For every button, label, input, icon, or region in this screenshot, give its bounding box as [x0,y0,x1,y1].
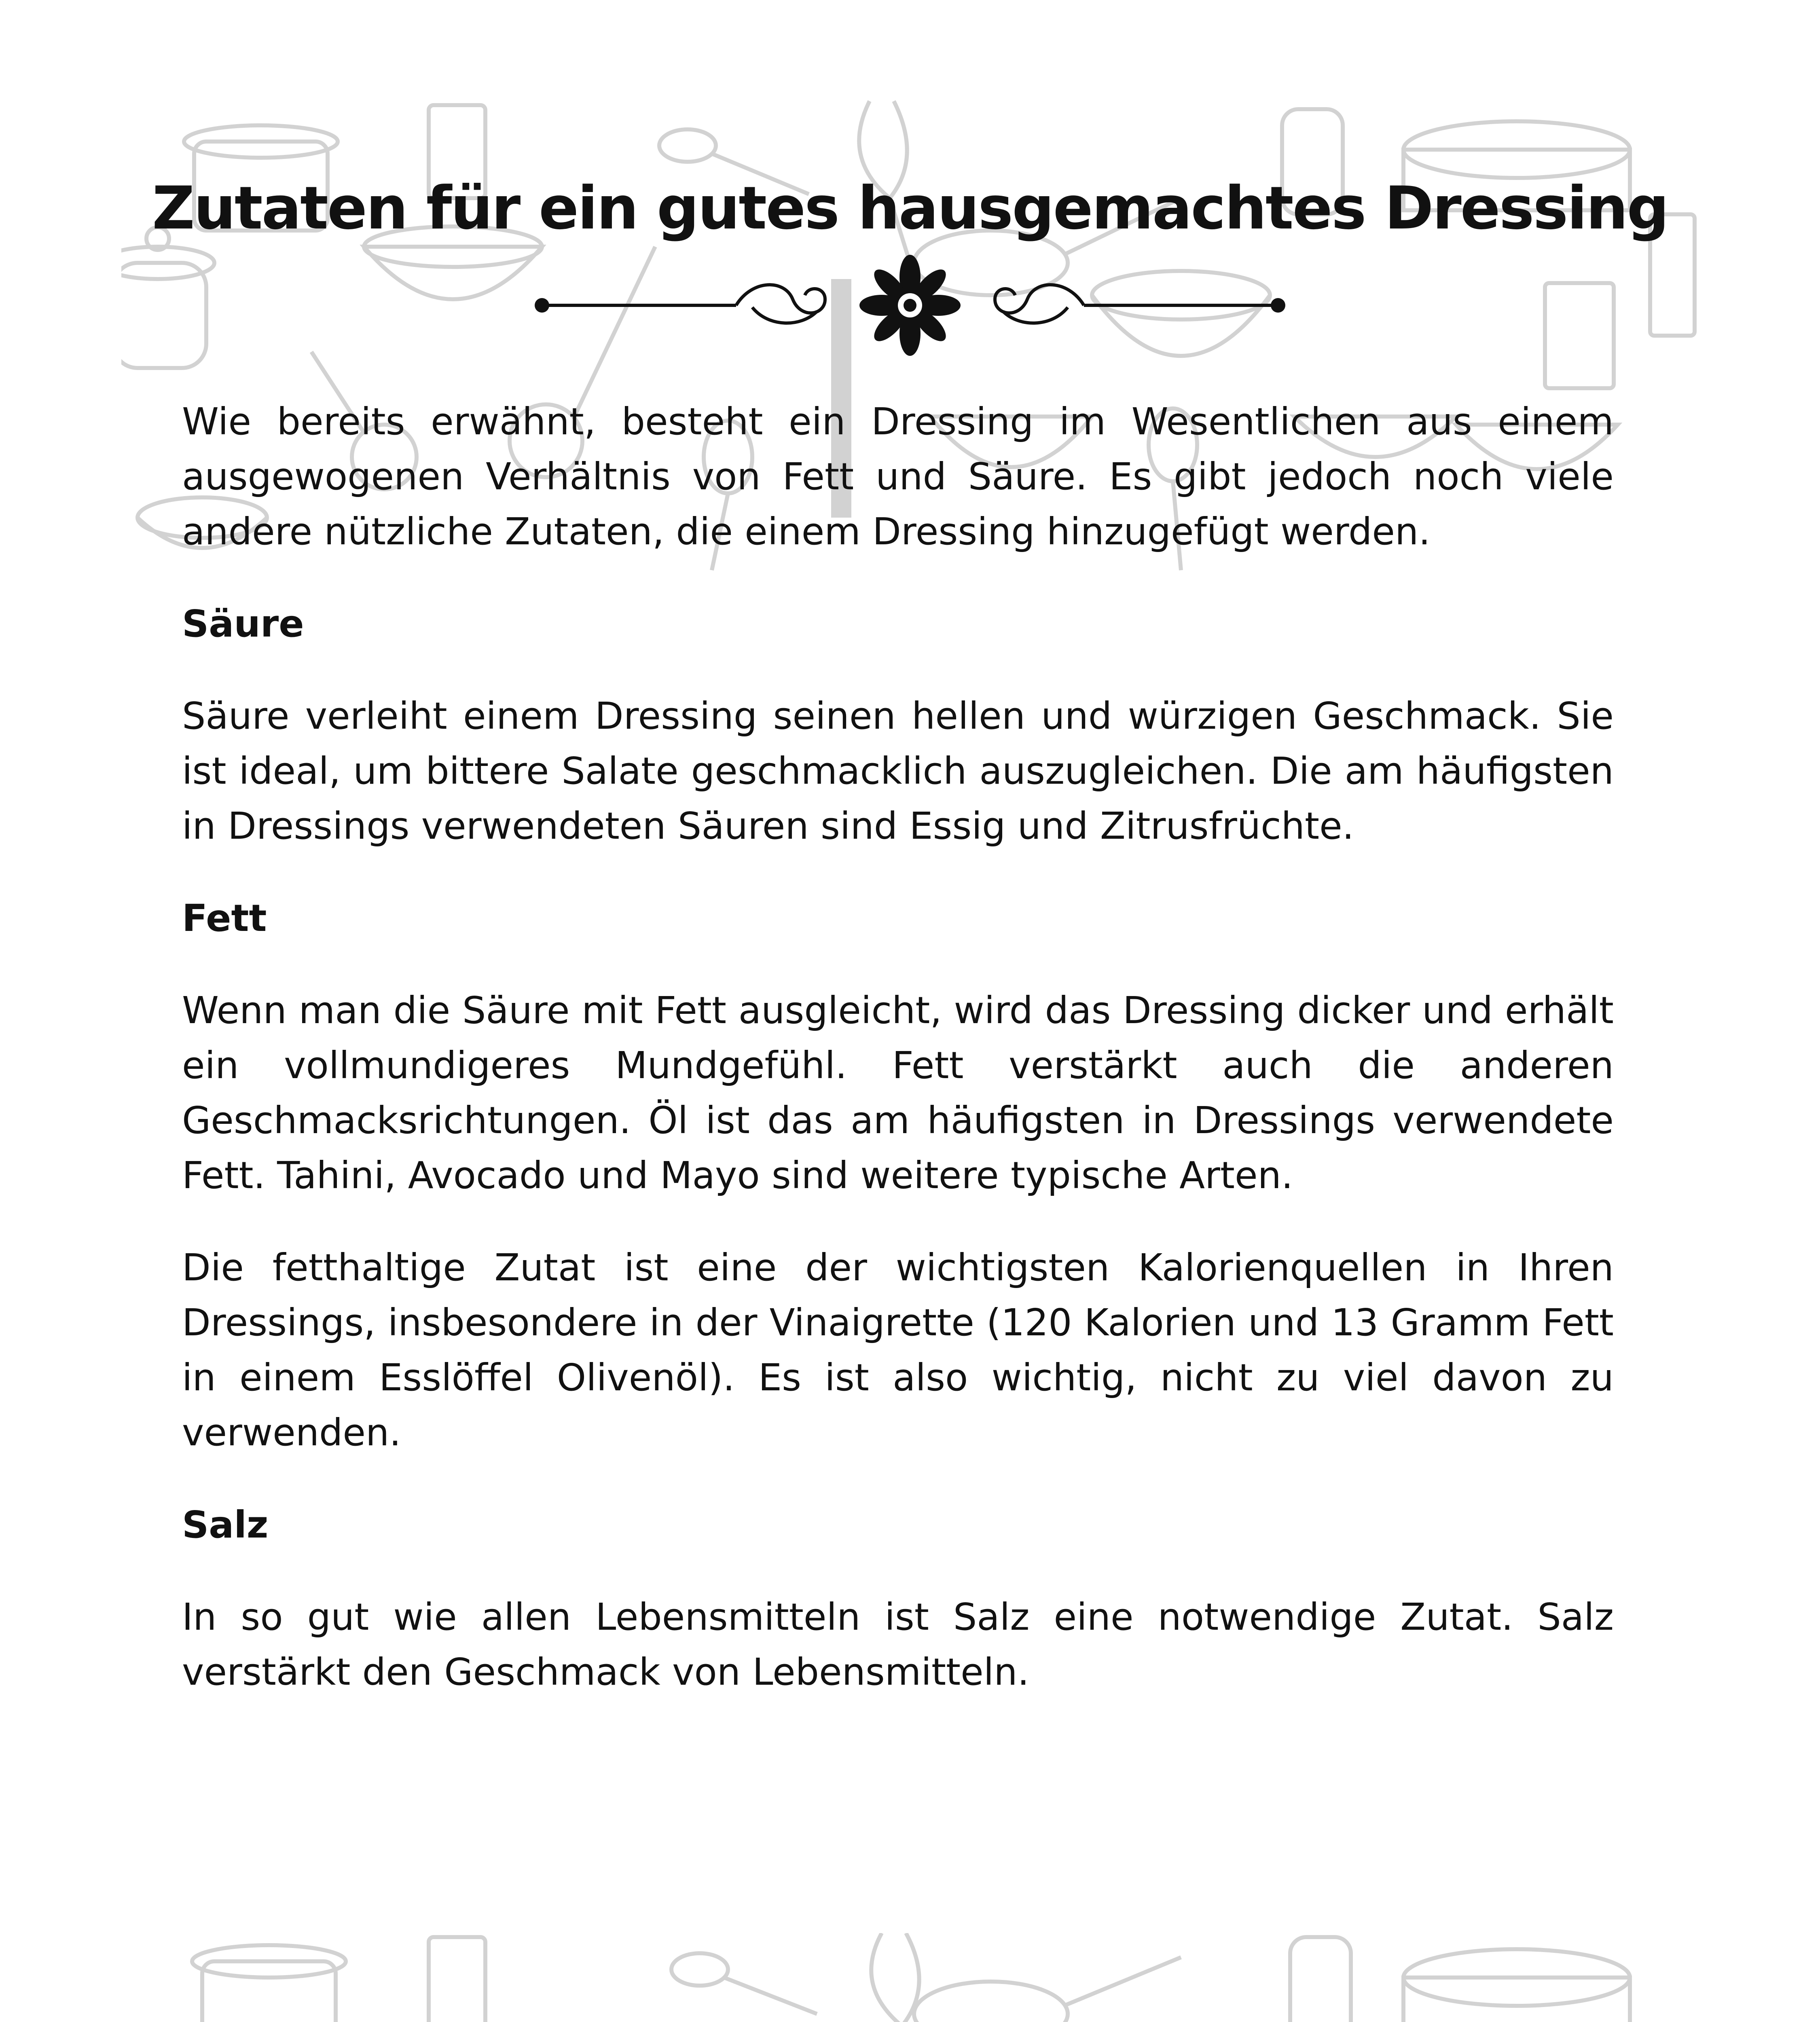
kitchen-utensils-background-bottom [121,1933,1699,2022]
fett-paragraph-2: Die fetthaltige Zutat ist eine der wichtigsten Kalorienquellen in Ihren Dressings, insbesondere in der Vinaigrette (120 Kalorien und 13 Gramm Fett in einem Esslöffel Olivenöl). Es ist also wichtig, nicht zu viel davon zu verwenden. [182,1246,1614,1454]
intro-paragraph: Wie bereits erwähnt, besteht ein Dressing im Wesentlichen aus einem ausgewogenen Verhältnis von Fett und Säure. Es gibt jedoch noch viele andere nützliche Zutaten, die einem Dressing hinzugefügt werden. [182,400,1614,553]
salz-paragraph: In so gut wie allen Lebensmitteln ist Salz eine notwendige Zutat. Salz verstärkt den Geschmack von Lebensmitteln. [182,1595,1614,1694]
flower-divider-ornament [526,255,1294,360]
page-content [182,394,1614,1737]
page-title: Zutaten für ein gutes hausgemachtes Dressing [152,174,1668,243]
section-heading-fett: Fett [182,897,267,940]
section-heading-salz: Salz [182,1503,269,1546]
saeure-paragraph: Säure verleiht einem Dressing seinen hellen und würzigen Geschmack. Sie ist ideal, um bittere Salate geschmacklich auszugleichen. Die am häufigsten in Dressings verwendeten Säuren sind Essig und Zitrusfrüchte. [182,694,1614,848]
fett-paragraph-1: Wenn man die Säure mit Fett ausgleicht, wird das Dressing dicker und erhält ein vollmundigeres Mundgefühl. Fett verstärkt auch die anderen Geschmacksrichtungen. Öl ist das am häufigsten in Dressings verwendete Fett. Tahini, Avocado und Mayo sind weitere typische Arten. [182,989,1614,1197]
section-heading-saeure: Säure [182,602,304,645]
